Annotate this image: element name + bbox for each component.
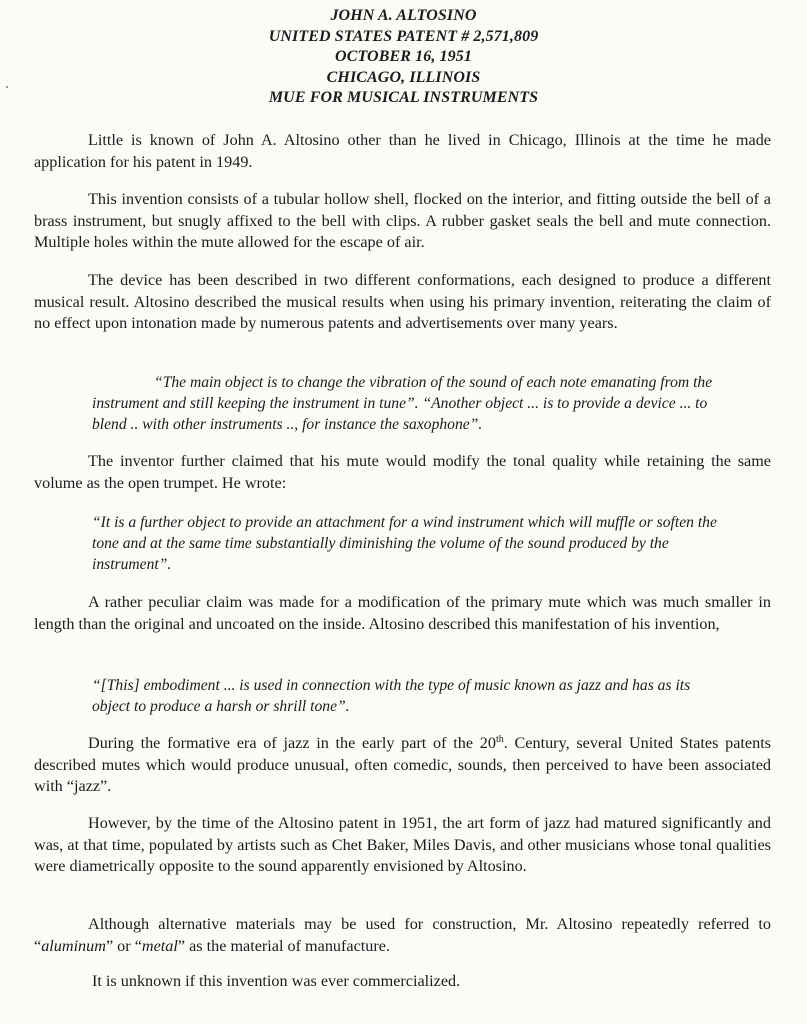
quote-1-text: “The main object is to change the vibration of the sound of each note emanating from the instrument and still keeping the instrument in tune”. “Another object ... is to provide a device ... to blend .. with other instruments .., for instance the saxophone”.: [92, 374, 713, 433]
document-header: [0, 6, 807, 109]
patent-location: CHICAGO, ILLINOIS: [326, 68, 481, 86]
quote-3: “[This] embodiment ... is used in connection with the type of music known as jazz and has as its object to produce a harsh or shrill tone”.: [92, 677, 691, 715]
inventor-name: JOHN A. ALTOSINO: [330, 7, 477, 24]
patent-date: OCTOBER 16, 1951: [335, 48, 472, 65]
ordinal-suffix: th: [495, 734, 504, 745]
material-aluminum: aluminum: [41, 936, 106, 955]
paragraph-5: A rather peculiar claim was made for a modification of the primary mute which was much smaller in length than the original and uncoated on the inside. Altosino described this manifestation of his invention,: [34, 593, 771, 633]
paragraph-8-start: Although alternative materials may be used for construction, Mr. Altosino repeatedly referred to “: [34, 915, 771, 955]
paragraph-3: The device has been described in two different conformations, each designed to produce a different musical result. Altosino described the musical results when using his primary invention, reiterating the claim of no effect upon intonation made by numerous patents and advertisements over many years.: [34, 271, 771, 332]
paragraph-8-end: ” as the material of manufacture.: [177, 936, 390, 955]
paragraph-9: It is unknown if this invention was ever commercialized.: [92, 972, 461, 990]
paragraph-8-mid: ” or “: [105, 936, 142, 955]
paragraph-7: However, by the time of the Altosino patent in 1951, the art form of jazz had matured significantly and was, at that time, populated by artists such as Chet Baker, Miles Davis, and other musicians whose tonal qualities were diametrically opposite to the sound apparently envisioned by Altosino.: [34, 814, 771, 875]
material-metal: metal: [141, 936, 178, 955]
paragraph-6-start: During the formative era of jazz in the early part of the 20: [88, 734, 496, 752]
patent-title: MUE FOR MUSICAL INSTRUMENTS: [268, 89, 539, 106]
paragraph-6: [34, 733, 771, 798]
paragraph-8: [34, 914, 771, 957]
paragraph-1: Little is known of John A. Altosino other than he lived in Chicago, Illinois at the time he made application for his patent in 1949.: [34, 131, 771, 171]
patent-number: UNITED STATES PATENT # 2,571,809: [268, 27, 539, 45]
paragraph-6-end: . Century, several United States patents described mutes which would produce unusual, often comedic, sounds, then perceived to have been associated with “jazz”.: [34, 734, 771, 795]
paragraph-2: This invention consists of a tubular hollow shell, flocked on the interior, and fitting outside the bell of a brass instrument, but snugly affixed to the bell with clips. A rubber gasket seals the bell and mute connection. Multiple holes within the mute allowed for the escape of air.: [34, 190, 771, 251]
quote-1: [92, 372, 720, 435]
paragraph-4: The inventor further claimed that his mute would modify the tonal quality while retaining the same volume as the open trumpet. He wrote:: [34, 452, 771, 492]
quote-2: “It is a further object to provide an attachment for a wind instrument which will muffle or soften the tone and at the same time substantially diminishing the volume of the sound produced by the instrument”.: [92, 514, 717, 573]
